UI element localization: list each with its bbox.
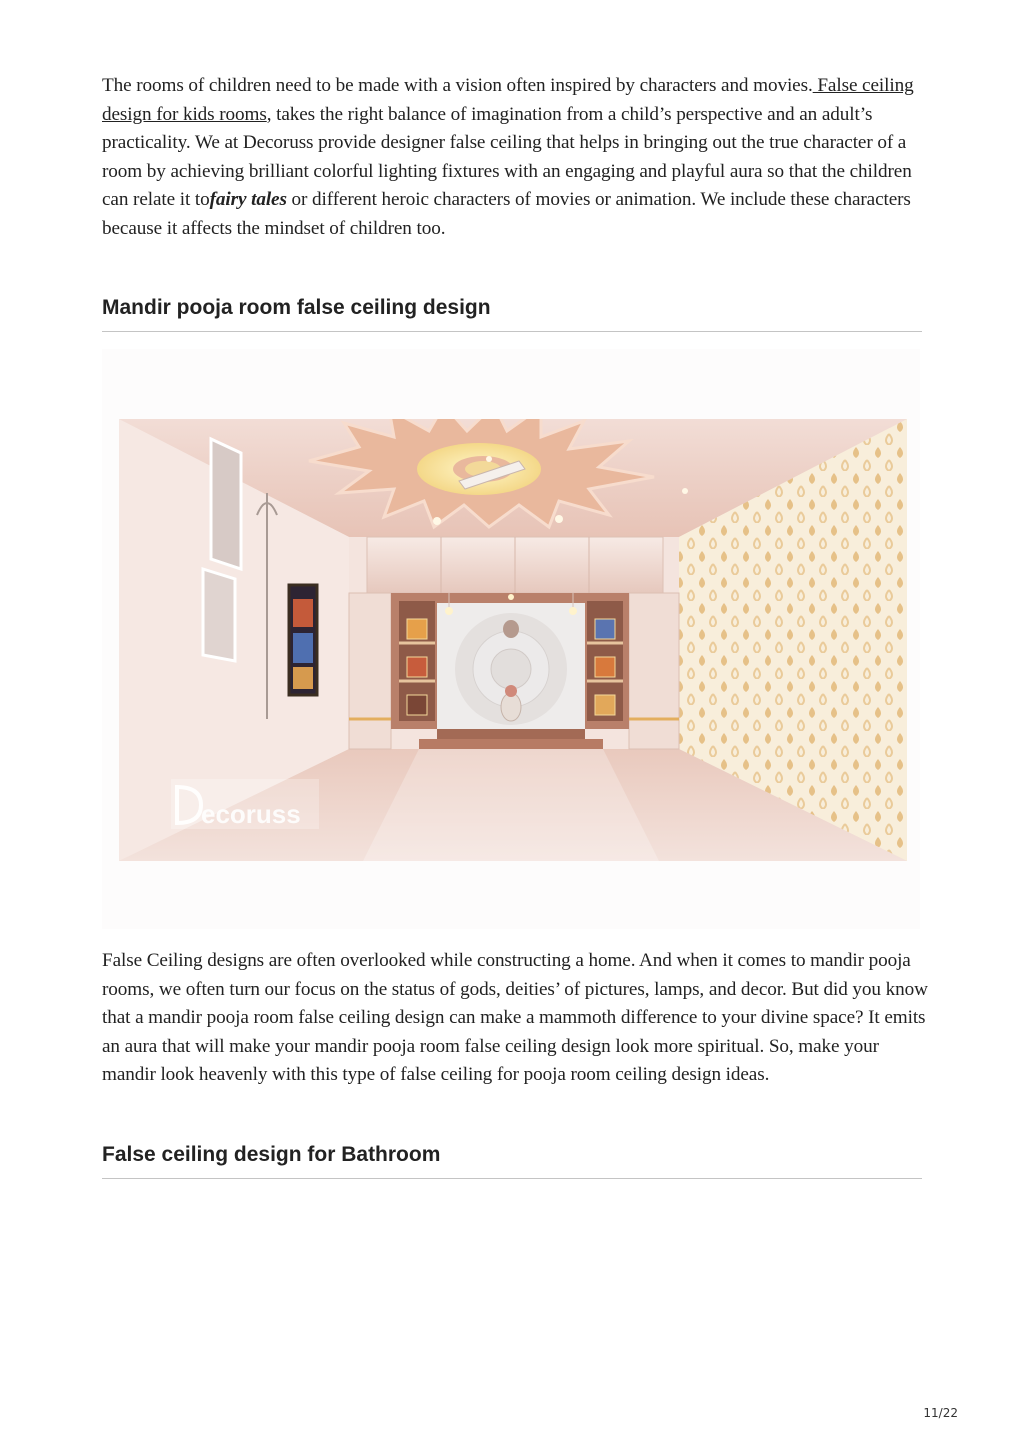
fairy-tales-emphasis: fairy tales: [209, 189, 287, 210]
mandir-section-heading: Mandir pooja room false ceiling design: [102, 296, 491, 319]
mandir-paragraph: False Ceiling designs are often overlooked while constructing a home. And when it comes to mandir pooja rooms, we often turn our focus on the status of gods, deities’ of pictures, lamps, and decor. But did you know that a mandir pooja room false ceiling design can make a mammoth difference to your divine space? It emits an aura that will make your mandir pooja room false ceiling design look more spiritual. So, make your mandir look heavenly with this type of false ceiling for pooja room ceiling design ideas.: [102, 950, 928, 1085]
intro-text-start: The rooms of children need to be made with a vision often inspired by characters and movies.: [102, 75, 813, 96]
mandir-room-illustration: [119, 419, 907, 861]
kids-rooms-link[interactable]: False ceiling design for kids rooms: [102, 75, 914, 125]
intro-text-end: or different heroic characters of movies or animation. We include these characters because it affects the mindset of children too.: [102, 189, 911, 239]
mandir-pooja-room-image: [102, 349, 920, 929]
mandir-heading-divider: [102, 331, 922, 332]
page-number: 11/22: [923, 1406, 958, 1420]
bathroom-heading-divider: [102, 1178, 922, 1179]
intro-text-middle: , takes the right balance of imagination from a child’s perspective and an adult’s practicality. We at Decoruss provide designer false ceiling that helps in bringing out the true character of a room by achieving brilliant colorful lighting fixtures with an engaging and playful aura so that the children can relate it to: [102, 103, 912, 210]
decoruss-watermark: ecoruss: [201, 799, 301, 829]
bathroom-section-heading: False ceiling design for Bathroom: [102, 1143, 441, 1166]
intro-paragraph: [102, 72, 932, 243]
